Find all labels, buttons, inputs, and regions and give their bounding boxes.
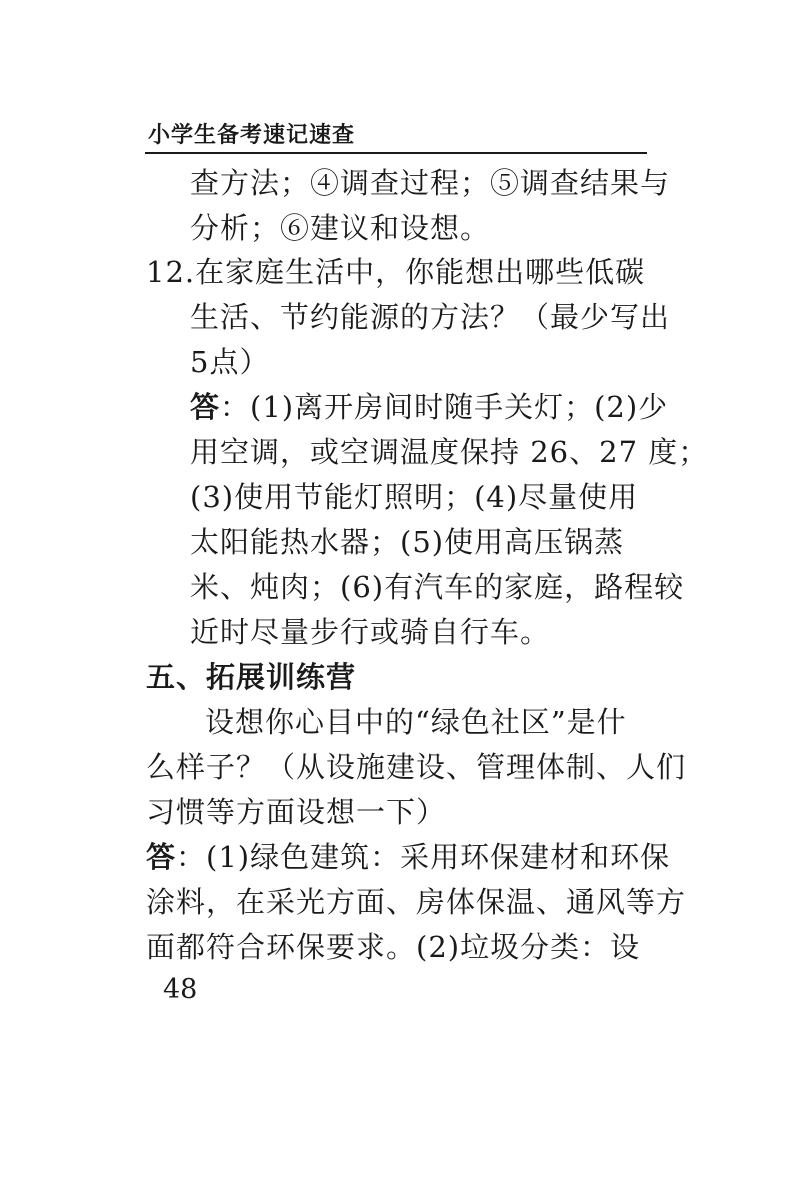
answer-label: 答 <box>190 390 221 424</box>
answer-text: ：(1)绿色建筑：采用环保建材和环保 <box>176 840 671 874</box>
prompt-line: 么样子？（从设施建设、管理体制、人们 <box>146 750 687 784</box>
text-line: 分析；⑥建议和设想。 <box>190 211 491 245</box>
text-line: 查方法；④调查过程；⑤调查结果与 <box>190 166 671 200</box>
text-line: 涂料，在采光方面、房体保温、通风等方 <box>146 885 687 919</box>
answer-line <box>146 837 670 877</box>
text-line: 生活、节约能源的方法？（最少写出 <box>190 300 671 334</box>
page-number: 48 <box>163 974 198 1005</box>
prompt-line: 设想你心目中的“绿色社区”是什 <box>205 705 627 739</box>
text-line: 米、炖肉；(6)有汽车的家庭，路程较 <box>190 570 685 604</box>
text-line: 太阳能热水器；(5)使用高压锅蒸 <box>190 525 625 559</box>
text-line: 用空调，或空调温度保持 26、27 度； <box>190 435 709 469</box>
question-12-line: 12.在家庭生活中，你能想出哪些低碳 <box>146 255 646 289</box>
answer-text: ：(1)离开房间时随手关灯；(2)少 <box>220 390 669 424</box>
text-line: 近时尽量步行或骑自行车。 <box>190 615 551 649</box>
prompt-line: 习惯等方面设想一下） <box>146 795 447 829</box>
text-line: 5点） <box>190 345 270 379</box>
answer-label: 答 <box>146 840 177 874</box>
text-line: 面都符合环保要求。(2)垃圾分类：设 <box>146 930 641 964</box>
section-heading: 五、拓展训练营 <box>146 660 357 694</box>
text-line: (3)使用节能灯照明；(4)尽量使用 <box>190 480 639 514</box>
header-rule <box>145 152 647 154</box>
answer-line <box>190 387 668 427</box>
running-header-title: 小学生备考速记速查 <box>148 123 356 148</box>
